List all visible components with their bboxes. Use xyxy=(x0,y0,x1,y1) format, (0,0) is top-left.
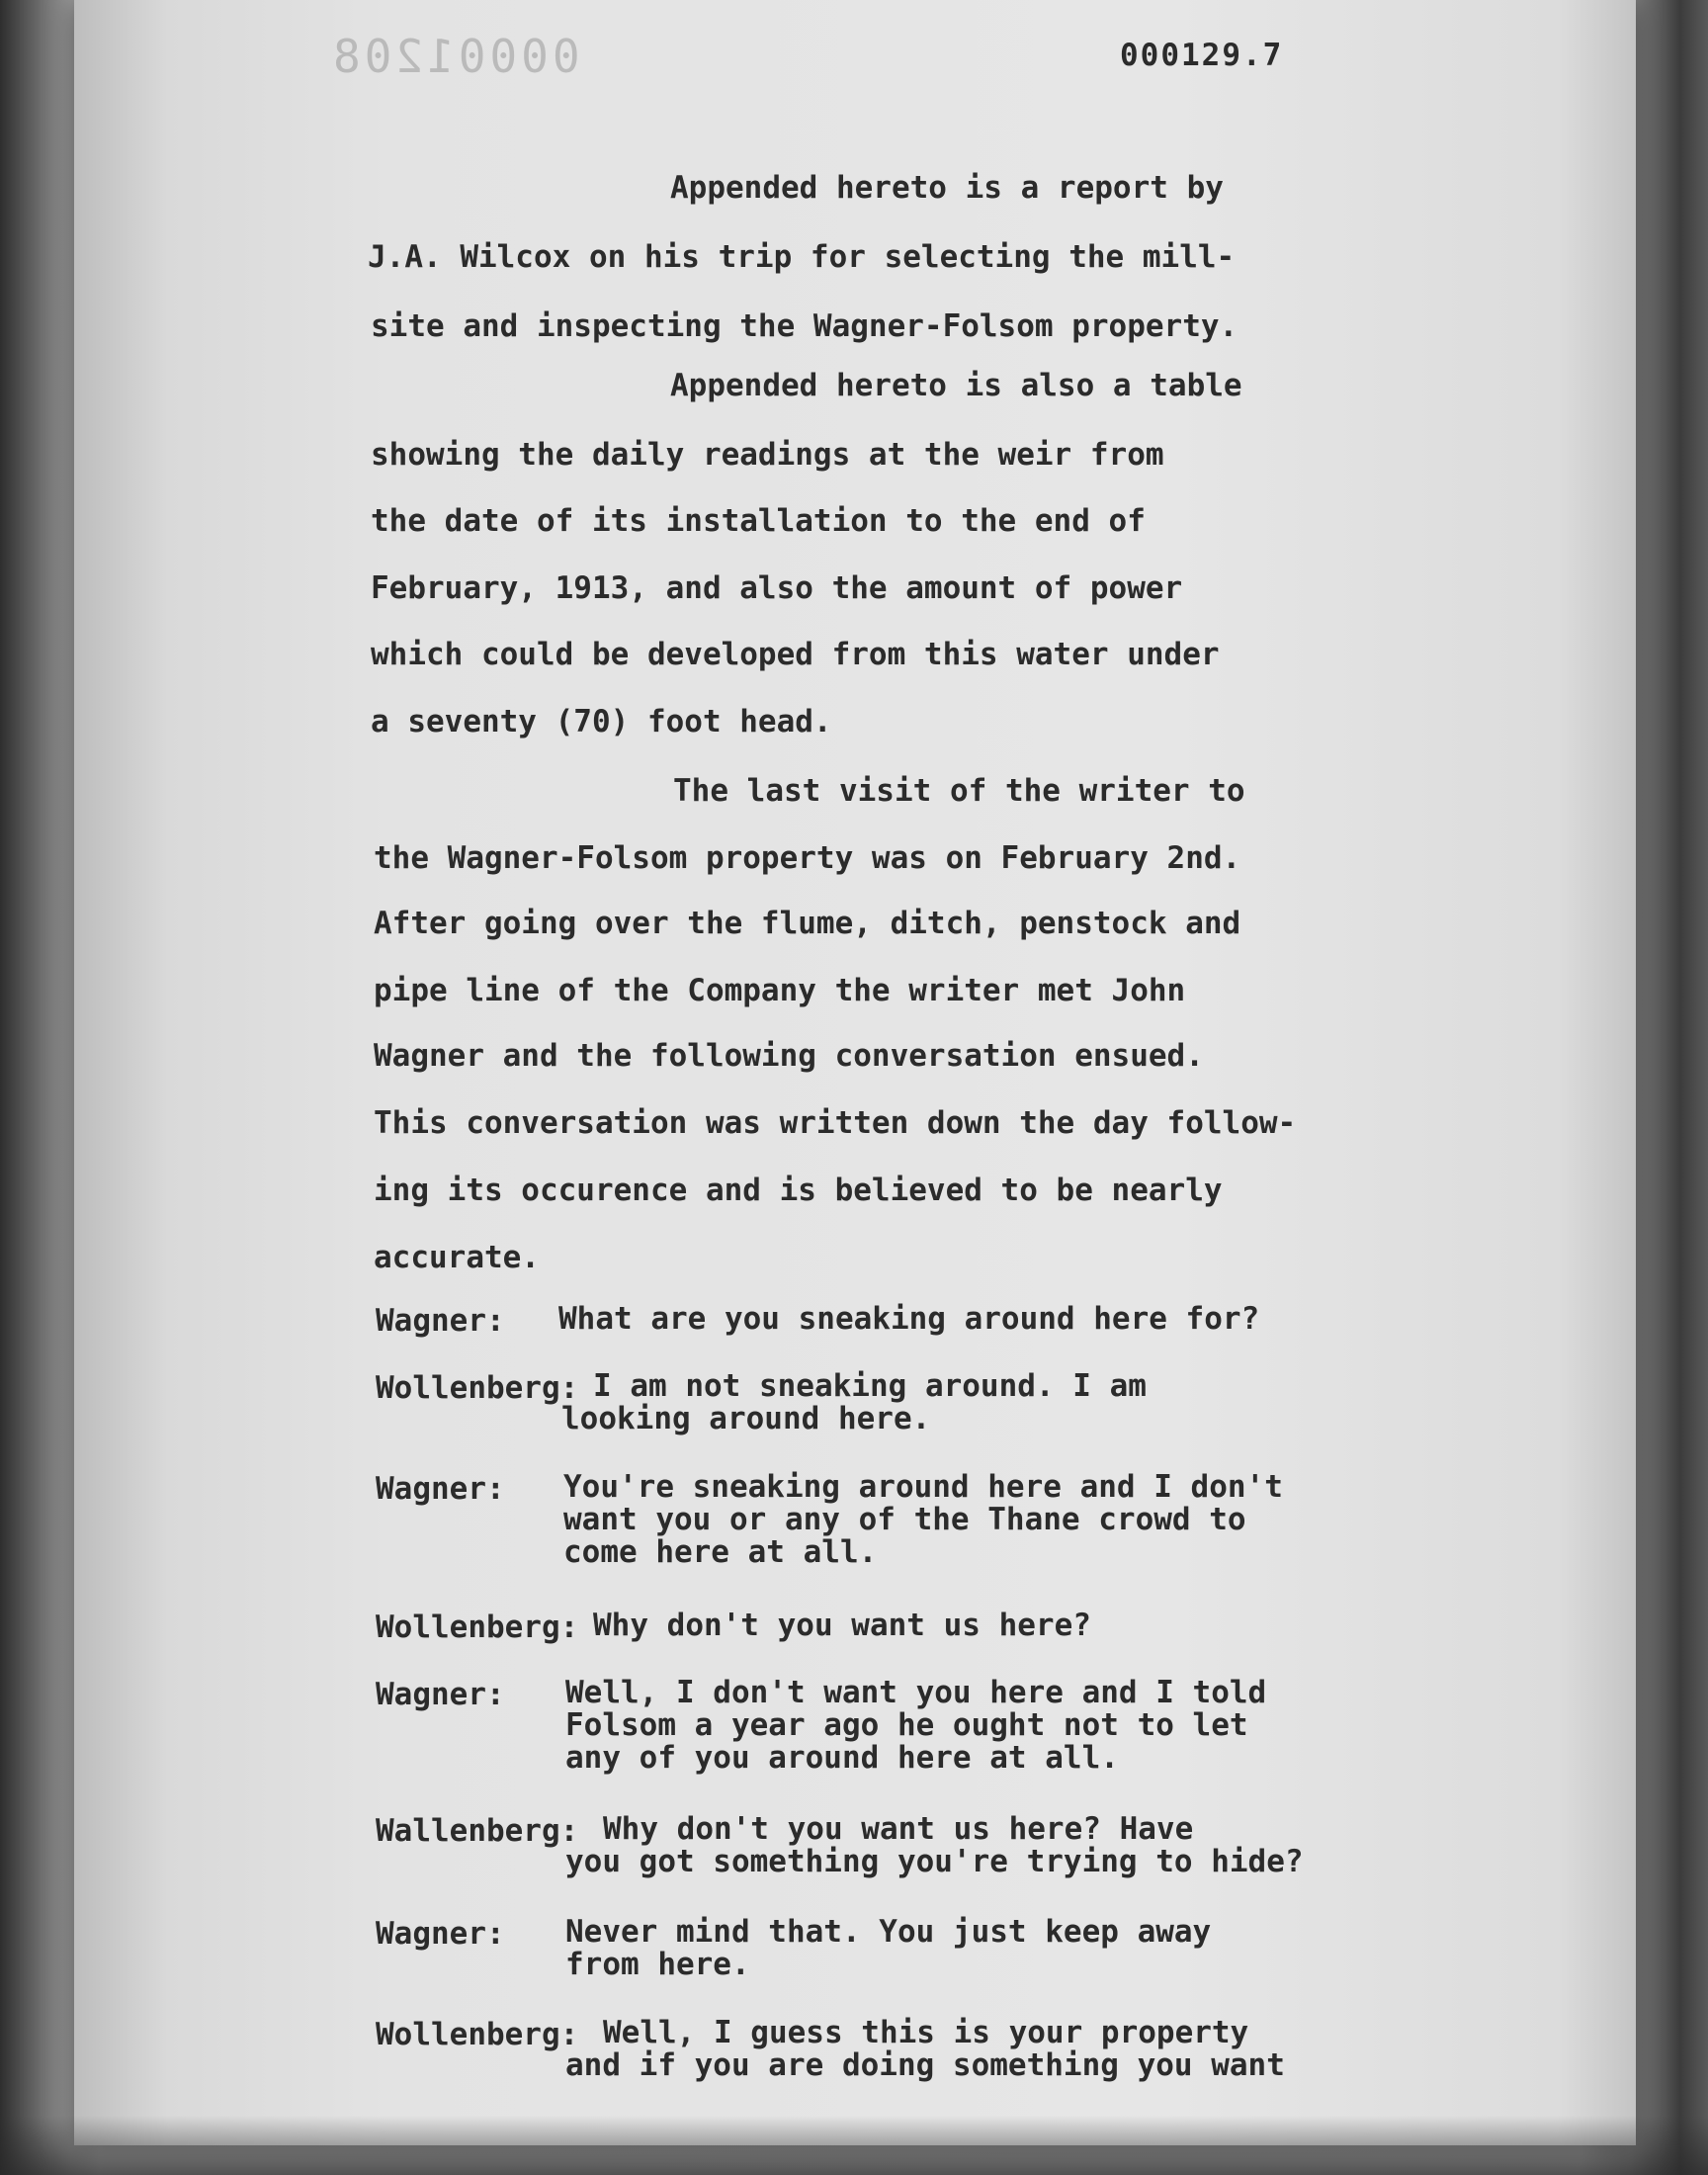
paragraph-line: February, 1913, and also the amount of power xyxy=(371,570,1183,606)
speech-line: any of you around here at all. xyxy=(565,1740,1119,1776)
paragraph-line: the date of its installation to the end of xyxy=(371,503,1146,539)
paragraph-line: the Wagner-Folsom property was on February 2nd. xyxy=(374,840,1241,876)
paragraph-line: Wagner and the following conversation ensued. xyxy=(374,1038,1204,1074)
speech-line: I am not sneaking around. I am xyxy=(593,1368,1147,1404)
scan-bottom-shadow xyxy=(0,2116,1708,2175)
speech-line: from here. xyxy=(565,1947,750,1982)
speech-line: You're sneaking around here and I don't xyxy=(563,1469,1283,1505)
paragraph-line: Appended hereto is also a table xyxy=(670,368,1242,403)
speech-line: you got something you're trying to hide? xyxy=(565,1844,1304,1879)
page-number: 000129.7 xyxy=(1120,38,1284,73)
paragraph-line: which could be developed from this water under xyxy=(371,637,1220,672)
speech-line: want you or any of the Thane crowd to xyxy=(563,1502,1246,1537)
speech-text xyxy=(565,1813,1304,1878)
paragraph-line: Appended hereto is a report by xyxy=(670,170,1224,206)
speech-line: Folsom a year ago he ought not to let xyxy=(565,1707,1248,1743)
speech-text xyxy=(565,1677,1266,1775)
paragraph-line: This conversation was written down the day follow- xyxy=(374,1105,1297,1141)
speech-line: Why don't you want us here? Have xyxy=(603,1811,1194,1847)
paragraph-line: showing the daily readings at the weir from xyxy=(371,437,1164,473)
typed-document-sheet xyxy=(74,0,1636,2145)
speech-text xyxy=(558,1303,1259,1336)
speech-line: Well, I don't want you here and I told xyxy=(565,1675,1267,1710)
speech-text xyxy=(565,2017,1285,2082)
speech-line: and if you are doing something you want xyxy=(565,2047,1285,2083)
paragraph-line: After going over the flume, ditch, penstock and xyxy=(374,906,1241,941)
speech-line: Never mind that. You just keep away xyxy=(565,1914,1212,1950)
speaker-name: Wallenberg: xyxy=(376,1813,579,1849)
speaker-name: Wollenberg: xyxy=(376,2017,579,2052)
speaker-name: Wollenberg: xyxy=(376,1610,579,1645)
bleed-through-number: 00001208 xyxy=(329,30,580,83)
speech-line: Why don't you want us here? xyxy=(593,1608,1091,1643)
speech-text xyxy=(593,1610,1091,1642)
speaker-name: Wagner: xyxy=(376,1303,505,1339)
paragraph-line: accurate. xyxy=(374,1240,540,1275)
speech-line: What are you sneaking around here for? xyxy=(558,1301,1260,1337)
speech-text xyxy=(563,1471,1283,1569)
speaker-name: Wagner: xyxy=(376,1916,505,1952)
speech-line: Well, I guess this is your property xyxy=(603,2015,1249,2050)
paragraph-line: J.A. Wilcox on his trip for selecting the mill- xyxy=(368,239,1236,275)
speech-line: come here at all. xyxy=(563,1534,878,1570)
speech-line: looking around here. xyxy=(561,1401,931,1436)
speech-text xyxy=(561,1370,1147,1436)
speaker-name: Wagner: xyxy=(376,1471,505,1507)
speaker-name: Wagner: xyxy=(376,1677,505,1712)
paragraph-line: pipe line of the Company the writer met John xyxy=(374,973,1186,1008)
paragraph-line: a seventy (70) foot head. xyxy=(371,704,832,740)
paragraph-line: ing its occurence and is believed to be nearly xyxy=(374,1173,1223,1208)
speech-text xyxy=(565,1916,1211,1981)
speaker-name: Wollenberg: xyxy=(376,1370,579,1406)
paragraph-line: The last visit of the writer to xyxy=(673,773,1245,809)
paragraph-line: site and inspecting the Wagner-Folsom property. xyxy=(371,308,1238,344)
